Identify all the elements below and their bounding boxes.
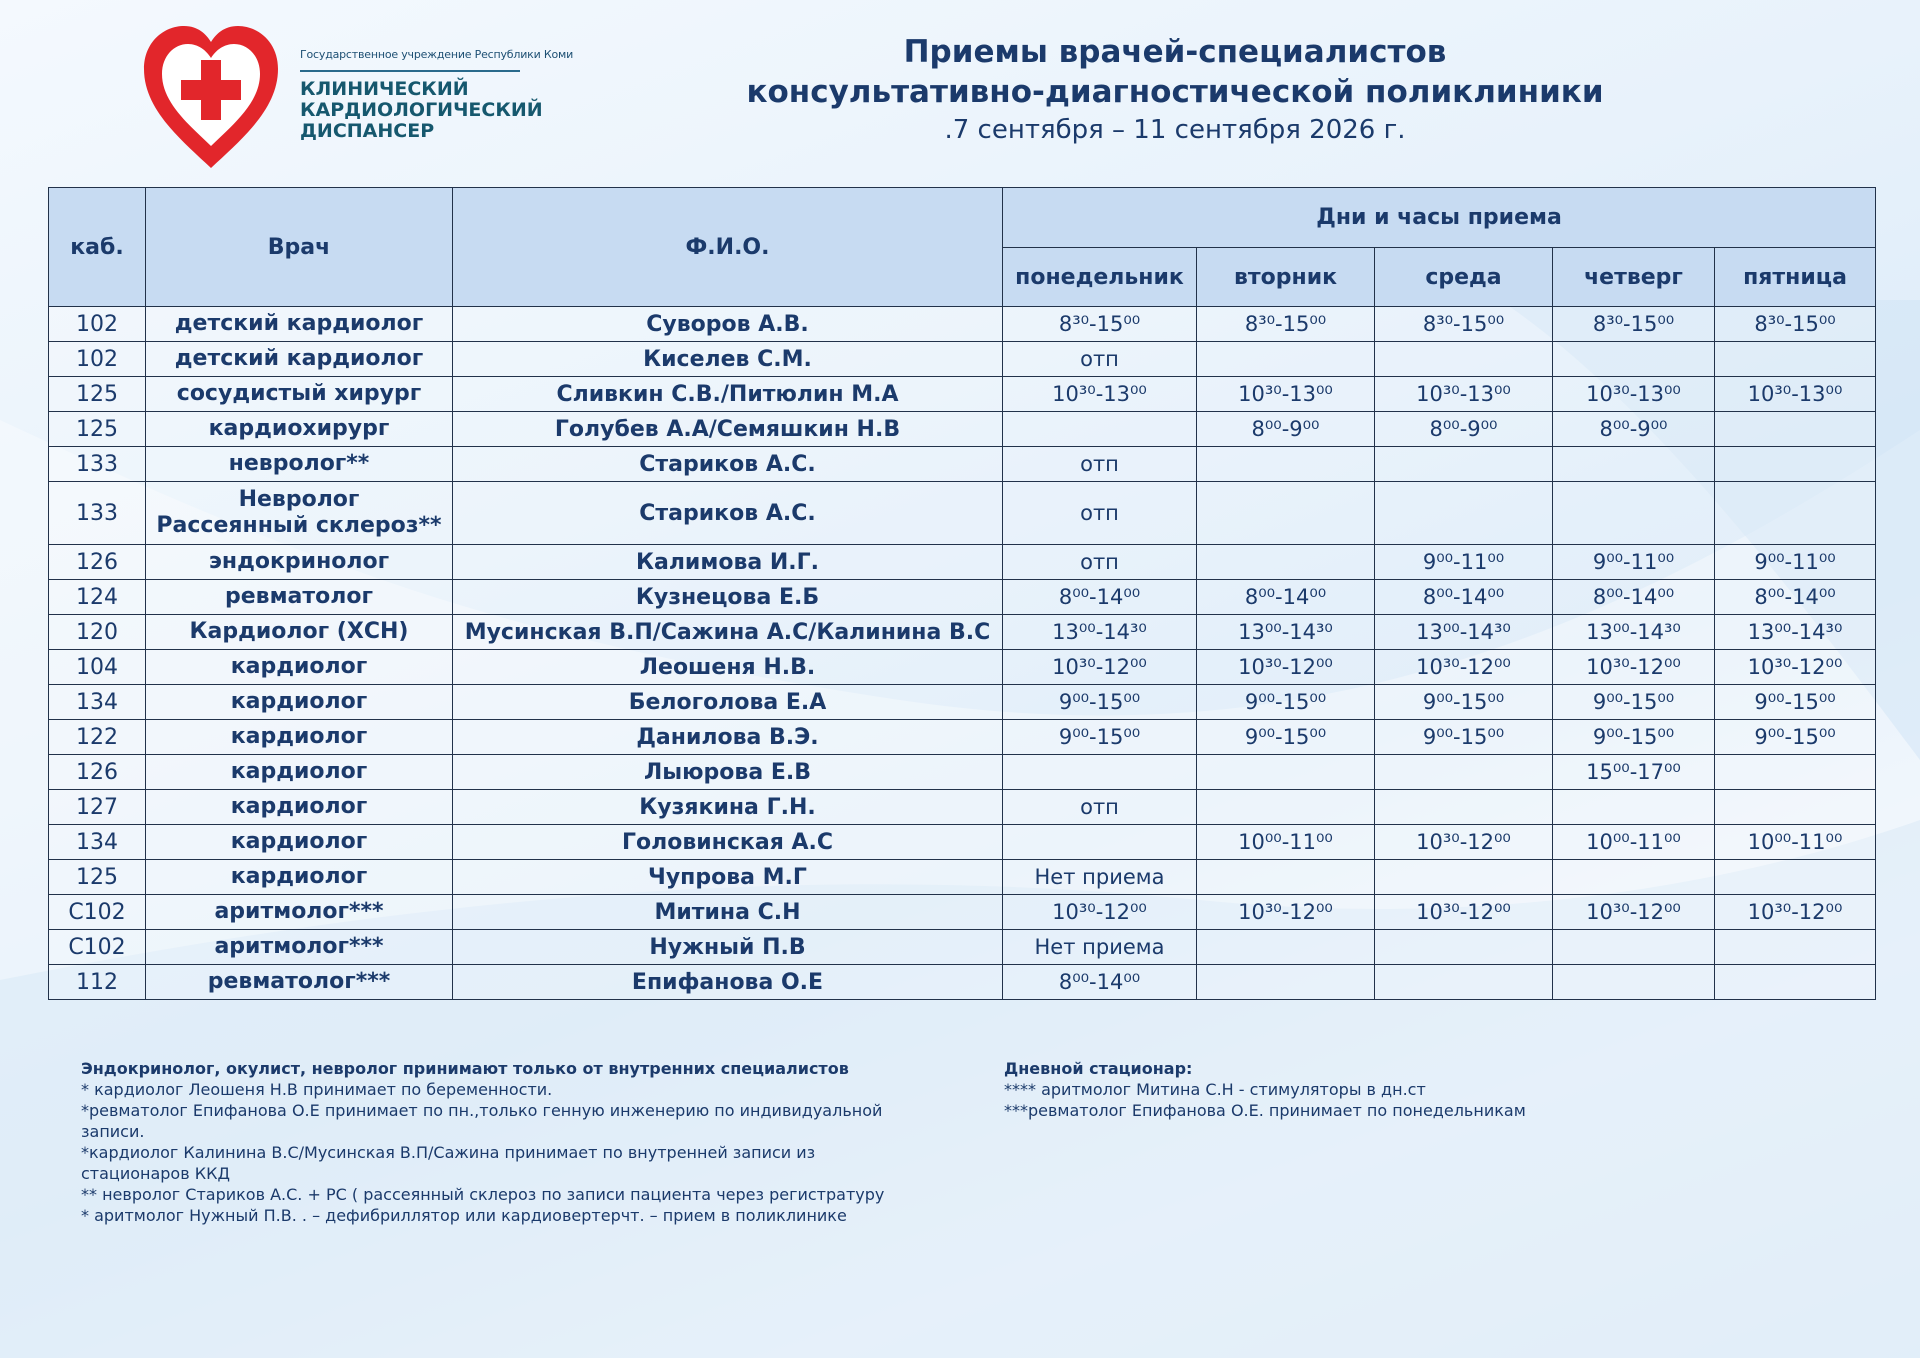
footnote-line: ** невролог Стариков А.С. + РС ( рассеянный склероз по записи пациента через регистратуру xyxy=(81,1185,885,1204)
doctor-specialty-detail: Рассеянный склероз** xyxy=(156,513,442,538)
cell-time-thursday xyxy=(1553,447,1715,482)
footnotes-right xyxy=(1004,1058,1804,1121)
cell-time-tuesday xyxy=(1197,755,1375,790)
cell-fio: Кузякина Г.Н. xyxy=(453,790,1003,825)
doctor-specialty: кардиолог xyxy=(230,829,368,854)
cell-time-friday xyxy=(1715,412,1876,447)
cell-time-wednesday: 9⁰⁰-11⁰⁰ xyxy=(1375,545,1553,580)
cell-time-wednesday xyxy=(1375,965,1553,1000)
cell-time-wednesday: 8⁰⁰-14⁰⁰ xyxy=(1375,580,1553,615)
cell-fio: Чупрова М.Г xyxy=(453,860,1003,895)
cell-fio: Епифанова О.Е xyxy=(453,965,1003,1000)
cell-time-wednesday: 10³⁰-12⁰⁰ xyxy=(1375,825,1553,860)
table-row xyxy=(49,342,1876,377)
cell-fio: Головинская А.С xyxy=(453,825,1003,860)
cell-time-monday: 9⁰⁰-15⁰⁰ xyxy=(1003,720,1197,755)
table-row xyxy=(49,447,1876,482)
column-header-wednesday: среда xyxy=(1375,248,1553,307)
cell-time-monday: 10³⁰-13⁰⁰ xyxy=(1003,377,1197,412)
cell-room: 125 xyxy=(49,860,146,895)
table-row xyxy=(49,825,1876,860)
cell-room: 125 xyxy=(49,377,146,412)
cell-doctor xyxy=(146,307,453,342)
cell-time-monday: Нет приема xyxy=(1003,930,1197,965)
table-row xyxy=(49,580,1876,615)
cell-doctor xyxy=(146,720,453,755)
cell-time-tuesday: 8⁰⁰-9⁰⁰ xyxy=(1197,412,1375,447)
table-row xyxy=(49,755,1876,790)
doctor-specialty: кардиолог xyxy=(230,864,368,889)
logo-org-line: Государственное учреждение Республики Коми xyxy=(300,48,520,72)
cell-doctor xyxy=(146,412,453,447)
table-row xyxy=(49,412,1876,447)
cell-time-tuesday: 10³⁰-12⁰⁰ xyxy=(1197,650,1375,685)
cell-time-monday: 10³⁰-12⁰⁰ xyxy=(1003,895,1197,930)
cell-room: 133 xyxy=(49,482,146,545)
cell-doctor xyxy=(146,685,453,720)
cell-time-tuesday xyxy=(1197,342,1375,377)
schedule-table-wrapper xyxy=(48,187,1876,1000)
cell-room: 104 xyxy=(49,650,146,685)
cell-room: 102 xyxy=(49,307,146,342)
cell-time-thursday: 10⁰⁰-11⁰⁰ xyxy=(1553,825,1715,860)
column-header-fio: Ф.И.О. xyxy=(453,188,1003,307)
column-header-tuesday: вторник xyxy=(1197,248,1375,307)
cell-time-friday: 9⁰⁰-15⁰⁰ xyxy=(1715,720,1876,755)
cell-fio: Стариков А.С. xyxy=(453,447,1003,482)
doctor-specialty: кардиолог xyxy=(230,654,368,679)
cell-time-friday: 10³⁰-12⁰⁰ xyxy=(1715,895,1876,930)
table-row xyxy=(49,930,1876,965)
page-title-line1: Приемы врачей-специалистов xyxy=(903,34,1447,70)
cell-time-tuesday xyxy=(1197,790,1375,825)
cell-time-thursday: 9⁰⁰-15⁰⁰ xyxy=(1553,720,1715,755)
cell-room: 126 xyxy=(49,755,146,790)
cell-time-tuesday: 10⁰⁰-11⁰⁰ xyxy=(1197,825,1375,860)
table-row xyxy=(49,720,1876,755)
cell-time-friday: 10⁰⁰-11⁰⁰ xyxy=(1715,825,1876,860)
cell-time-monday: 13⁰⁰-14³⁰ xyxy=(1003,615,1197,650)
doctor-specialty: Кардиолог (ХСН) xyxy=(189,619,409,644)
cell-time-friday xyxy=(1715,755,1876,790)
cell-fio: Лыюрова Е.В xyxy=(453,755,1003,790)
cell-time-thursday: 8⁰⁰-14⁰⁰ xyxy=(1553,580,1715,615)
cell-doctor xyxy=(146,447,453,482)
cell-time-wednesday: 9⁰⁰-15⁰⁰ xyxy=(1375,720,1553,755)
cell-time-wednesday xyxy=(1375,930,1553,965)
footnote-line: * кардиолог Леошеня Н.В принимает по беременности. xyxy=(81,1080,553,1099)
cell-fio: Данилова В.Э. xyxy=(453,720,1003,755)
cell-time-tuesday xyxy=(1197,930,1375,965)
page-title-line2: консультативно-диагностической поликлиники xyxy=(746,74,1604,110)
cell-time-friday xyxy=(1715,342,1876,377)
cell-fio: Кузнецова Е.Б xyxy=(453,580,1003,615)
cell-time-wednesday: 8⁰⁰-9⁰⁰ xyxy=(1375,412,1553,447)
column-header-friday: пятница xyxy=(1715,248,1876,307)
cell-time-friday xyxy=(1715,860,1876,895)
column-header-doctor: Врач xyxy=(146,188,453,307)
cell-time-thursday: 9⁰⁰-15⁰⁰ xyxy=(1553,685,1715,720)
table-row xyxy=(49,377,1876,412)
page-header xyxy=(700,32,1650,148)
cell-time-tuesday xyxy=(1197,860,1375,895)
cell-time-wednesday: 8³⁰-15⁰⁰ xyxy=(1375,307,1553,342)
cell-room: 124 xyxy=(49,580,146,615)
cell-time-thursday xyxy=(1553,965,1715,1000)
cell-time-friday xyxy=(1715,482,1876,545)
cell-time-friday xyxy=(1715,930,1876,965)
doctor-specialty: кардиолог xyxy=(230,689,368,714)
table-row xyxy=(49,650,1876,685)
doctor-specialty: кардиохирург xyxy=(208,416,390,441)
table-row xyxy=(49,895,1876,930)
cell-doctor xyxy=(146,580,453,615)
cell-time-friday: 9⁰⁰-15⁰⁰ xyxy=(1715,685,1876,720)
table-row xyxy=(49,615,1876,650)
column-header-monday: понедельник xyxy=(1003,248,1197,307)
cell-time-monday: отп xyxy=(1003,447,1197,482)
cell-time-wednesday: 13⁰⁰-14³⁰ xyxy=(1375,615,1553,650)
doctor-specialty: ревматолог*** xyxy=(207,969,391,994)
schedule-period: .7 сентября – 11 сентября 2026 г. xyxy=(944,115,1406,145)
cell-fio: Нужный П.В xyxy=(453,930,1003,965)
cell-time-friday: 13⁰⁰-14³⁰ xyxy=(1715,615,1876,650)
table-row xyxy=(49,307,1876,342)
cell-time-thursday: 9⁰⁰-11⁰⁰ xyxy=(1553,545,1715,580)
cell-time-thursday: 15⁰⁰-17⁰⁰ xyxy=(1553,755,1715,790)
cell-doctor xyxy=(146,790,453,825)
cell-fio: Митина С.Н xyxy=(453,895,1003,930)
doctor-specialty: аритмолог*** xyxy=(214,934,384,959)
cell-time-monday: отп xyxy=(1003,342,1197,377)
table-row xyxy=(49,545,1876,580)
cell-time-thursday xyxy=(1553,930,1715,965)
cell-time-monday: отп xyxy=(1003,790,1197,825)
cell-time-monday: 8⁰⁰-14⁰⁰ xyxy=(1003,965,1197,1000)
cell-time-thursday: 10³⁰-12⁰⁰ xyxy=(1553,650,1715,685)
cell-time-friday: 8³⁰-15⁰⁰ xyxy=(1715,307,1876,342)
cell-time-monday: отп xyxy=(1003,545,1197,580)
cell-time-tuesday: 8³⁰-15⁰⁰ xyxy=(1197,307,1375,342)
cell-fio: Белоголова Е.А xyxy=(453,685,1003,720)
cell-time-thursday: 13⁰⁰-14³⁰ xyxy=(1553,615,1715,650)
cell-time-monday xyxy=(1003,755,1197,790)
cell-room: С102 xyxy=(49,930,146,965)
logo-name-line2: КАРДИОЛОГИЧЕСКИЙ xyxy=(300,99,543,121)
cell-fio: Калимова И.Г. xyxy=(453,545,1003,580)
cell-time-wednesday xyxy=(1375,860,1553,895)
cell-time-tuesday xyxy=(1197,447,1375,482)
doctor-specialty: невролог** xyxy=(228,451,370,476)
cell-time-friday xyxy=(1715,447,1876,482)
cell-time-thursday xyxy=(1553,342,1715,377)
doctor-specialty: ревматолог xyxy=(224,584,373,609)
cell-time-friday: 8⁰⁰-14⁰⁰ xyxy=(1715,580,1876,615)
doctor-specialty: детский кардиолог xyxy=(174,346,424,371)
footnote-line: ***ревматолог Епифанова О.Е. принимает по понедельникам xyxy=(1004,1101,1526,1120)
cell-room: 112 xyxy=(49,965,146,1000)
footnote-line: **** аритмолог Митина С.Н - стимуляторы в дн.ст xyxy=(1004,1080,1426,1099)
cell-time-tuesday: 13⁰⁰-14³⁰ xyxy=(1197,615,1375,650)
cell-time-friday: 10³⁰-13⁰⁰ xyxy=(1715,377,1876,412)
logo-name-line3: ДИСПАНСЕР xyxy=(300,120,435,142)
cell-time-thursday: 10³⁰-12⁰⁰ xyxy=(1553,895,1715,930)
cell-room: 133 xyxy=(49,447,146,482)
cell-room: 134 xyxy=(49,685,146,720)
cell-time-wednesday xyxy=(1375,755,1553,790)
cell-time-tuesday: 8⁰⁰-14⁰⁰ xyxy=(1197,580,1375,615)
cell-room: 122 xyxy=(49,720,146,755)
heart-cross-icon xyxy=(140,24,282,170)
cell-time-tuesday xyxy=(1197,545,1375,580)
doctor-specialty: эндокринолог xyxy=(208,549,390,574)
cell-doctor xyxy=(146,860,453,895)
cell-time-wednesday: 10³⁰-13⁰⁰ xyxy=(1375,377,1553,412)
cell-time-thursday xyxy=(1553,482,1715,545)
logo-name-line1: КЛИНИЧЕСКИЙ xyxy=(300,78,469,100)
cell-doctor xyxy=(146,965,453,1000)
cell-doctor xyxy=(146,755,453,790)
column-header-days-group: Дни и часы приема xyxy=(1003,188,1876,248)
footnotes-left xyxy=(81,1058,901,1226)
cell-room: 125 xyxy=(49,412,146,447)
schedule-table xyxy=(48,187,1876,1000)
cell-room: С102 xyxy=(49,895,146,930)
doctor-specialty: сосудистый хирург xyxy=(176,381,422,406)
footnote-line: * аритмолог Нужный П.В. . – дефибриллятор или кардиовертерчт. – прием в поликлинике xyxy=(81,1206,847,1225)
cell-room: 127 xyxy=(49,790,146,825)
cell-time-monday xyxy=(1003,412,1197,447)
cell-time-thursday: 8³⁰-15⁰⁰ xyxy=(1553,307,1715,342)
footnote-line: *кардиолог Калинина В.С/Мусинская В.П/Сажина принимает по внутренней записи из стационаров ККД xyxy=(81,1143,816,1183)
doctor-specialty: кардиолог xyxy=(230,724,368,749)
cell-doctor xyxy=(146,545,453,580)
cell-time-thursday: 10³⁰-13⁰⁰ xyxy=(1553,377,1715,412)
cell-time-wednesday: 9⁰⁰-15⁰⁰ xyxy=(1375,685,1553,720)
cell-time-friday: 10³⁰-12⁰⁰ xyxy=(1715,650,1876,685)
footnote-right-heading: Дневной стационар: xyxy=(1004,1059,1193,1078)
cell-time-wednesday: 10³⁰-12⁰⁰ xyxy=(1375,895,1553,930)
cell-doctor xyxy=(146,377,453,412)
cell-time-wednesday xyxy=(1375,482,1553,545)
cell-fio: Голубев А.А/Семяшкин Н.В xyxy=(453,412,1003,447)
cell-time-monday: 8⁰⁰-14⁰⁰ xyxy=(1003,580,1197,615)
column-header-thursday: четверг xyxy=(1553,248,1715,307)
cell-fio: Стариков А.С. xyxy=(453,482,1003,545)
cell-time-wednesday xyxy=(1375,790,1553,825)
doctor-specialty: аритмолог*** xyxy=(214,899,384,924)
schedule-table-body xyxy=(49,307,1876,1000)
cell-time-monday: 9⁰⁰-15⁰⁰ xyxy=(1003,685,1197,720)
cell-time-tuesday: 10³⁰-12⁰⁰ xyxy=(1197,895,1375,930)
table-row xyxy=(49,860,1876,895)
cell-doctor xyxy=(146,930,453,965)
cell-time-monday: Нет приема xyxy=(1003,860,1197,895)
cell-fio: Сливкин С.В./Питюлин М.А xyxy=(453,377,1003,412)
cell-time-thursday xyxy=(1553,860,1715,895)
doctor-specialty: детский кардиолог xyxy=(174,311,424,336)
cell-time-tuesday: 9⁰⁰-15⁰⁰ xyxy=(1197,685,1375,720)
cell-time-monday: 8³⁰-15⁰⁰ xyxy=(1003,307,1197,342)
cell-time-monday: отп xyxy=(1003,482,1197,545)
cell-room: 134 xyxy=(49,825,146,860)
cell-time-wednesday xyxy=(1375,447,1553,482)
table-row xyxy=(49,685,1876,720)
cell-fio: Леошеня Н.В. xyxy=(453,650,1003,685)
cell-fio: Суворов А.В. xyxy=(453,307,1003,342)
cell-time-tuesday: 9⁰⁰-15⁰⁰ xyxy=(1197,720,1375,755)
cell-doctor xyxy=(146,342,453,377)
doctor-specialty: Невролог xyxy=(238,487,360,512)
cell-time-wednesday xyxy=(1375,342,1553,377)
cell-time-tuesday xyxy=(1197,482,1375,545)
cell-doctor xyxy=(146,482,453,545)
cell-doctor xyxy=(146,825,453,860)
cell-doctor xyxy=(146,615,453,650)
footnote-left-heading: Эндокринолог, окулист, невролог принимают только от внутренних специалистов xyxy=(81,1059,849,1078)
cell-time-friday xyxy=(1715,790,1876,825)
cell-time-thursday xyxy=(1553,790,1715,825)
doctor-specialty: кардиолог xyxy=(230,759,368,784)
cell-fio: Мусинская В.П/Сажина А.С/Калинина В.С xyxy=(453,615,1003,650)
doctor-specialty: кардиолог xyxy=(230,794,368,819)
footnote-line: *ревматолог Епифанова О.Е принимает по пн.,только генную инженерию по индивидуальной записи. xyxy=(81,1101,883,1141)
cell-room: 120 xyxy=(49,615,146,650)
cell-time-thursday: 8⁰⁰-9⁰⁰ xyxy=(1553,412,1715,447)
cell-time-monday xyxy=(1003,825,1197,860)
cell-doctor xyxy=(146,650,453,685)
cell-doctor xyxy=(146,895,453,930)
column-header-room: каб. xyxy=(49,188,146,307)
table-row xyxy=(49,482,1876,545)
cell-time-tuesday: 10³⁰-13⁰⁰ xyxy=(1197,377,1375,412)
table-row xyxy=(49,965,1876,1000)
cell-time-monday: 10³⁰-12⁰⁰ xyxy=(1003,650,1197,685)
cell-fio: Киселев С.М. xyxy=(453,342,1003,377)
cell-room: 102 xyxy=(49,342,146,377)
cell-time-wednesday: 10³⁰-12⁰⁰ xyxy=(1375,650,1553,685)
cell-room: 126 xyxy=(49,545,146,580)
cell-time-friday xyxy=(1715,965,1876,1000)
cell-time-tuesday xyxy=(1197,965,1375,1000)
cell-time-friday: 9⁰⁰-11⁰⁰ xyxy=(1715,545,1876,580)
table-row xyxy=(49,790,1876,825)
